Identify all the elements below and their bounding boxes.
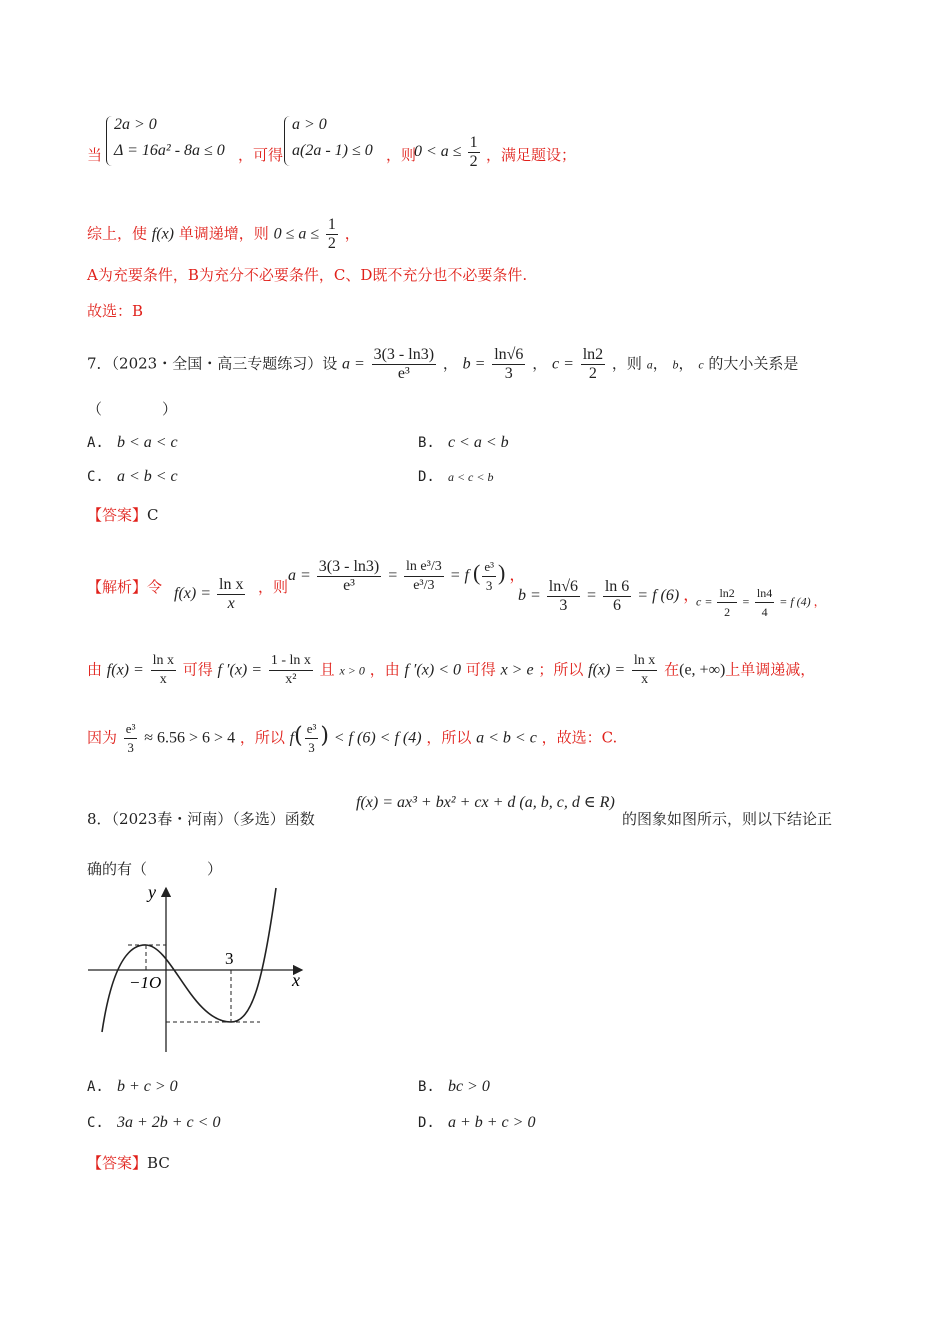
q8-answer xyxy=(87,1152,170,1173)
option-expr: bc > 0 xyxy=(447,1078,490,1095)
analysis-eq: = xyxy=(387,567,399,585)
analysis-b-chain xyxy=(518,578,699,615)
origin-label: −1O xyxy=(129,973,162,992)
system-brace-1 xyxy=(106,116,113,166)
line2-num2: ln x xyxy=(632,652,657,671)
line2-cond: x > 0 xyxy=(339,663,365,678)
q7-a-eq: a = xyxy=(342,355,365,373)
summary-line xyxy=(87,216,360,253)
line3-approx: ≈ 6.56 > 6 > 4 xyxy=(144,729,236,747)
analysis-e3: e³ xyxy=(413,578,424,593)
line2-and: 且 xyxy=(319,660,335,679)
q7-comma-2: ， xyxy=(678,354,694,373)
line3-because: 因为 xyxy=(87,728,118,747)
analysis-a-den: e³ xyxy=(343,577,355,594)
analysis-b-num: ln√6 xyxy=(548,578,579,595)
q7-a-denominator: e³ xyxy=(397,365,410,382)
option-expr: a < b < c xyxy=(116,468,178,485)
option-label: C. xyxy=(87,469,104,485)
line3-arg-den: 3 xyxy=(308,740,315,755)
q8-option-a[interactable] xyxy=(87,1076,178,1096)
analysis-b-num2: ln 6 xyxy=(604,578,630,595)
line2-so: ；所以 xyxy=(538,660,584,679)
line3-num: e³ xyxy=(124,720,138,739)
option-expr: a < c < b xyxy=(447,470,494,484)
cubic-curve xyxy=(102,888,276,1032)
analysis-c-eq: c = xyxy=(696,594,713,609)
analysis-c-num: ln2 xyxy=(717,584,736,603)
analysis-f-arg-num: e³ xyxy=(482,558,496,577)
q8-line2: 确的有（ ） xyxy=(87,860,223,878)
summary-range: 0 ≤ a ≤ xyxy=(273,225,320,243)
q7-tail: 的大小关系是 xyxy=(708,354,799,373)
analysis-a-chain: a = $\frac{3(3 - \ln 3)}{\text{e³}}$ = $\frac{\text{ln e³/3}}{\text{e³/3}}$ = f ( $\frac{\text{e³}}{3}$ ) ， xyxy=(288,558,526,594)
conclusion-text: A为充要条件，B为充分不必要条件，C、D既不充分也不必要条件. xyxy=(87,266,528,284)
when-prefix: 当 xyxy=(87,146,103,164)
q7-stem xyxy=(87,346,798,383)
line2-ineq: f ′(x) < 0 xyxy=(404,661,461,679)
q8-option-d[interactable] xyxy=(418,1112,535,1132)
line2-den: x xyxy=(159,672,167,687)
option-label: B. xyxy=(418,435,435,451)
then-text: ，则 xyxy=(386,146,417,164)
option-label: B. xyxy=(418,1079,435,1095)
range-denominator: 2 xyxy=(469,153,478,170)
summary-mid: 单调递增，则 xyxy=(178,224,269,243)
choose-b-text: 故选：B xyxy=(87,302,144,320)
option-expr: b < a < c xyxy=(116,434,178,451)
analysis-eq-3: = xyxy=(741,594,750,609)
system1-line1: 2a > 0 xyxy=(114,116,157,133)
three-label: 3 xyxy=(225,949,234,968)
analysis-fx-def xyxy=(174,576,247,613)
system2-line2: a(2a - 1) ≤ 0 xyxy=(292,142,373,159)
option-expr: 3a + 2b + c < 0 xyxy=(116,1114,221,1131)
option-label: D. xyxy=(418,469,435,485)
option-expr: a + b + c > 0 xyxy=(447,1114,536,1131)
analysis-then: ，则 xyxy=(258,578,289,596)
summary-f: f(x) xyxy=(151,225,174,243)
option-expr: b + c > 0 xyxy=(116,1078,178,1095)
q7-number: 7．（2023・全国・高三专题练习）设 xyxy=(87,354,338,373)
analysis-comma-1: ， xyxy=(509,567,526,585)
analysis-fx: f(x) = xyxy=(174,585,211,603)
range-numerator: 1 xyxy=(469,134,478,151)
q7-then: ，则 xyxy=(611,354,642,373)
q7-sep2: ， xyxy=(532,354,548,373)
line3-arg-num: e³ xyxy=(305,720,319,739)
system1-line2: Δ = 16a² - 8a ≤ 0 xyxy=(114,142,225,159)
range-expression xyxy=(414,134,482,171)
q7-var-a: a xyxy=(646,357,653,372)
analysis-b-den: 3 xyxy=(559,597,568,614)
line3-so2: ，所以 xyxy=(426,728,472,747)
answer-value: C xyxy=(147,506,159,524)
option-expr: c < a < b xyxy=(447,434,509,451)
analysis-fx-num: ln x xyxy=(219,576,244,593)
analysis-f-arg-den: 3 xyxy=(485,578,493,593)
q7-analysis-line2 xyxy=(87,652,815,689)
analysis-c-num2: ln4 xyxy=(755,584,774,603)
q8-function: f(x) = ax³ + bx² + cx + d (a, b, c, d ∈ R) xyxy=(356,794,615,811)
analysis-ln-e3-3: ln e³/3 xyxy=(404,558,444,577)
analysis-c-den2: 4 xyxy=(761,605,768,619)
line2-prefix: 由 xyxy=(87,660,103,679)
line2-get: 可得 xyxy=(182,660,213,679)
analysis-b-f: = f (6) xyxy=(637,587,680,605)
summary-suffix: ， xyxy=(344,224,360,243)
q8-option-c[interactable] xyxy=(87,1112,220,1132)
range-lhs: 0 < a ≤ xyxy=(414,143,462,161)
system2-line1: a > 0 xyxy=(292,116,327,133)
option-label: C. xyxy=(87,1115,104,1131)
line3-ineq: < f (6) < f (4) xyxy=(333,729,422,747)
analysis-tag: 【解析】令 xyxy=(87,578,163,596)
answer-tag: 【答案】 xyxy=(87,506,148,524)
analysis-c-chain xyxy=(696,584,826,621)
analysis-a-num: 3(3 - ln3) xyxy=(318,558,380,575)
line2-by: ，由 xyxy=(369,660,400,679)
summary-numerator: 1 xyxy=(327,216,336,233)
q7-b-numerator: ln√6 xyxy=(494,346,524,363)
line3-res: a < b < c xyxy=(476,729,537,747)
line3-so: ，所以 xyxy=(239,728,285,747)
line2-den2: x xyxy=(641,672,649,687)
q7-paren: （ ） xyxy=(87,400,178,418)
q7-a-numerator: 3(3 - ln3) xyxy=(373,346,435,363)
line2-num: ln x xyxy=(151,652,176,671)
analysis-three: 3 xyxy=(427,578,435,593)
y-axis-label: y xyxy=(148,882,156,902)
analysis-fx-den: x xyxy=(227,595,235,612)
q8-option-b[interactable] xyxy=(418,1076,490,1096)
q7-sep1: ， xyxy=(442,354,458,373)
q7-var-c: c xyxy=(698,357,704,372)
line3-choose: ，故选：C. xyxy=(541,728,618,747)
line2-fp-num: 1 - ln x xyxy=(269,652,313,671)
line2-get2: 可得 xyxy=(465,660,496,679)
analysis-b-eq: b = xyxy=(518,587,541,605)
q7-option-d[interactable] xyxy=(418,466,493,485)
q7-comma-1: ， xyxy=(652,354,668,373)
q7-answer xyxy=(87,504,159,525)
option-label: A. xyxy=(87,1079,104,1095)
option-label: A. xyxy=(87,435,104,451)
q7-option-b[interactable] xyxy=(418,432,509,452)
option-label: D. xyxy=(418,1115,435,1131)
analysis-eq-f: = f xyxy=(449,567,469,585)
q7-b-eq: b = xyxy=(462,355,486,373)
analysis-comma-3: ， xyxy=(813,594,826,609)
answer-value: BC xyxy=(147,1154,170,1172)
line2-fx: f(x) = xyxy=(106,661,144,679)
q8-tail: 的图象如图所示，则以下结论正 xyxy=(622,810,833,828)
system-brace-2 xyxy=(284,116,291,166)
line3-den: 3 xyxy=(127,740,134,755)
line2-fp-den: x² xyxy=(285,672,297,687)
analysis-b-den2: 6 xyxy=(613,597,622,614)
line2-interval: (e, +∞) xyxy=(679,661,726,679)
obtain-text: ，可得 xyxy=(238,146,284,164)
cubic-graph xyxy=(80,882,320,1058)
line3-f: f xyxy=(289,729,295,747)
analysis-c-f: = f (4) xyxy=(779,594,811,609)
summary-prefix: 综上，使 xyxy=(87,224,148,243)
analysis-c-den: 2 xyxy=(724,605,731,619)
x-axis-label: x xyxy=(292,970,300,990)
line2-on: 在 xyxy=(664,660,680,679)
q7-var-b: b xyxy=(672,357,679,372)
line2-fx2: f(x) = xyxy=(588,661,626,679)
q7-c-denominator: 2 xyxy=(588,365,597,382)
q7-option-a[interactable] xyxy=(87,432,178,452)
q7-option-c[interactable] xyxy=(87,466,178,486)
q7-b-denominator: 3 xyxy=(504,365,513,382)
analysis-comma-2: ， xyxy=(683,587,700,605)
q8-number: 8．（2023春・河南）（多选）函数 xyxy=(87,810,315,828)
q7-analysis-line1 xyxy=(87,546,162,622)
answer-tag: 【答案】 xyxy=(87,1154,148,1172)
q7-c-numerator: ln2 xyxy=(582,346,604,363)
satisfies-text: ，满足题设； xyxy=(486,146,577,164)
q7-c-eq: c = xyxy=(552,355,574,373)
analysis-a-eq: a = xyxy=(288,567,311,585)
line2-res: x > e xyxy=(500,661,534,679)
q7-analysis-line3: 因为 $\frac{\text{e³}}{3}$ ≈ 6.56 > 6 > 4 ，所以 f( $\frac{\text{e³}}{3}$ ) < f (6) < f (4) ，所以 a < b < c ，故选：C. xyxy=(87,721,618,755)
line2-fp: f ′(x) = xyxy=(217,661,263,679)
summary-denominator: 2 xyxy=(327,235,336,252)
line2-dec: 上单调递减， xyxy=(725,660,816,679)
analysis-eq-2: = xyxy=(586,587,597,605)
